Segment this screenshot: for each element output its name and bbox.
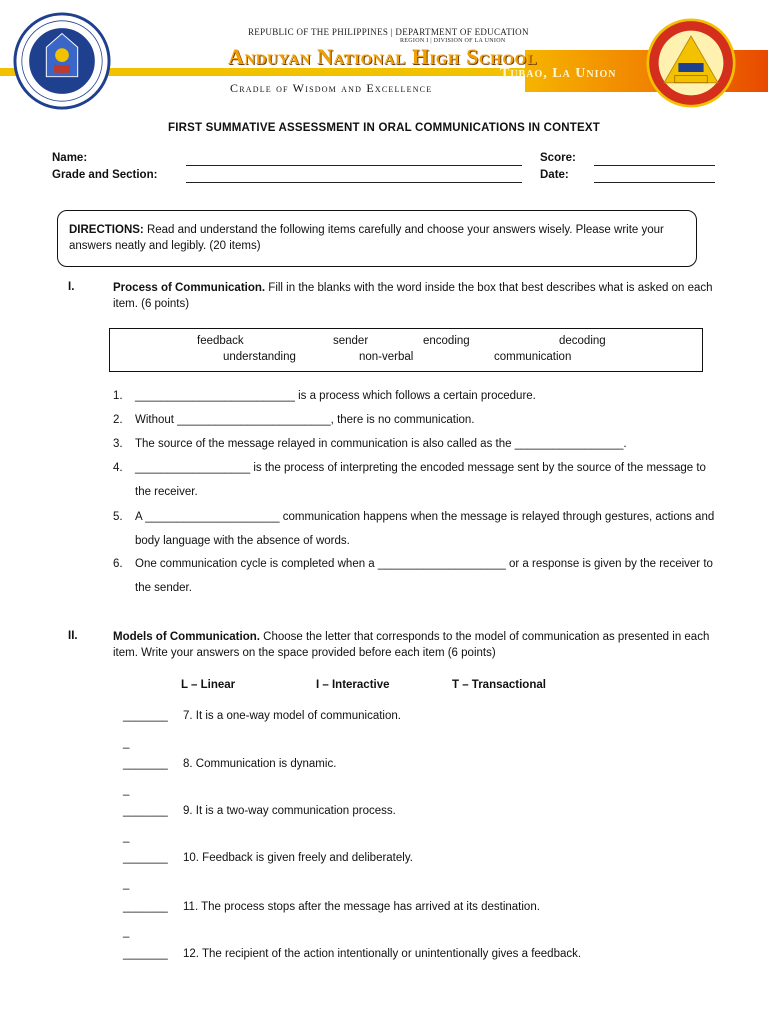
key-interactive: I – Interactive: [316, 679, 390, 691]
word-box: [109, 328, 703, 372]
question-number: 1.: [113, 390, 123, 402]
question-item: [113, 384, 717, 408]
section-1-instructions: [113, 280, 719, 312]
section-1-number: I.: [68, 281, 75, 293]
question-text: 7. It is a one-way model of communication.: [183, 710, 401, 722]
date-label: Date:: [540, 169, 569, 181]
school-name: Anduyan National High School: [228, 44, 538, 69]
stray-dash: _: [123, 926, 130, 938]
question-text: A _____________________ communication happens when the message is relayed through gestures, actions and body language with the absence of words.: [135, 511, 715, 547]
score-label: Score:: [540, 152, 576, 164]
school-seal-logo: [646, 18, 736, 108]
word-option: non-verbal: [359, 351, 414, 363]
grade-section-label: Grade and Section:: [52, 169, 158, 181]
section-2-instructions: [113, 629, 719, 661]
question-text: 12. The recipient of the action intentionally or unintentionally gives a feedback.: [183, 948, 582, 960]
question-text: Without ________________________, there is no communication.: [135, 414, 475, 426]
question-text: 11. The process stops after the message has arrived at its destination.: [183, 901, 540, 913]
key-transactional: T – Transactional: [452, 679, 546, 691]
answer-blank[interactable]: _______: [123, 805, 168, 817]
region-line: REGION I | DIVISION OF LA UNION: [400, 38, 506, 44]
word-option: understanding: [223, 351, 296, 363]
section-1-heading: Process of Communication.: [113, 282, 266, 294]
question-text: One communication cycle is completed when a ____________________ or a response is given by the receiver to the sender.: [135, 558, 713, 594]
directions-box: [57, 210, 697, 267]
question-text: 9. It is a two-way communication process.: [183, 805, 396, 817]
question-number: 2.: [113, 414, 123, 426]
word-option: feedback: [197, 335, 244, 347]
answer-blank[interactable]: _______: [123, 852, 168, 864]
republic-line: REPUBLIC OF THE PHILIPPINES | DEPARTMENT OF EDUCATION: [248, 27, 529, 37]
directions-label: DIRECTIONS:: [69, 224, 144, 236]
date-field[interactable]: [594, 182, 715, 183]
school-motto: Cradle of Wisdom and Excellence: [230, 81, 433, 95]
answer-blank[interactable]: _______: [123, 710, 168, 722]
section-2-number: II.: [68, 630, 78, 642]
stray-dash: _: [123, 784, 130, 796]
grade-section-field[interactable]: [186, 182, 522, 183]
question-item: [113, 432, 717, 456]
question-text: 10. Feedback is given freely and deliberately.: [183, 852, 413, 864]
score-field[interactable]: [594, 165, 715, 166]
stray-dash: _: [123, 878, 130, 890]
word-option: communication: [494, 351, 572, 363]
answer-blank[interactable]: _______: [123, 758, 168, 770]
question-number: 5.: [113, 511, 123, 523]
name-field[interactable]: [186, 165, 522, 166]
key-linear: L – Linear: [181, 679, 236, 691]
directions-text: Read and understand the following items carefully and choose your answers wisely. Please write your answers neatly and legibly. (20 items): [69, 224, 664, 252]
section-1-text: Fill in the blanks with the word inside the box that best describes what is asked on each item. (6 points): [113, 282, 713, 310]
word-option: decoding: [559, 335, 606, 347]
deped-seal-logo: [13, 12, 111, 110]
section-2-heading: Models of Communication.: [113, 631, 260, 643]
answer-blank[interactable]: _______: [123, 901, 168, 913]
school-location: Tubao, La Union: [500, 66, 617, 81]
stray-dash: _: [123, 737, 130, 749]
question-text: 8. Communication is dynamic.: [183, 758, 337, 770]
answer-blank[interactable]: _______: [123, 948, 168, 960]
question-text: __________________ is the process of interpreting the encoded message sent by the source of the message to the receiver.: [135, 462, 706, 498]
word-option: sender: [333, 335, 369, 347]
name-label: Name:: [52, 152, 88, 164]
section-2-text: Choose the letter that corresponds to the model of communication as presented in each item. Write your answers on the space provided before each item (6 points): [113, 631, 710, 659]
question-text: The source of the message relayed in communication is also called as the _________________.: [135, 438, 627, 450]
word-option: encoding: [423, 335, 470, 347]
question-item: [113, 552, 717, 600]
question-item: [113, 408, 717, 432]
question-number: 4.: [113, 462, 123, 474]
question-number: 6.: [113, 558, 123, 570]
question-text: _________________________ is a process which follows a certain procedure.: [135, 390, 536, 402]
question-item: [113, 456, 717, 504]
question-item: [113, 505, 717, 553]
stray-dash: _: [123, 831, 130, 843]
question-number: 3.: [113, 438, 123, 450]
assessment-title: FIRST SUMMATIVE ASSESSMENT IN ORAL COMMUNICATIONS IN CONTEXT: [168, 122, 600, 134]
